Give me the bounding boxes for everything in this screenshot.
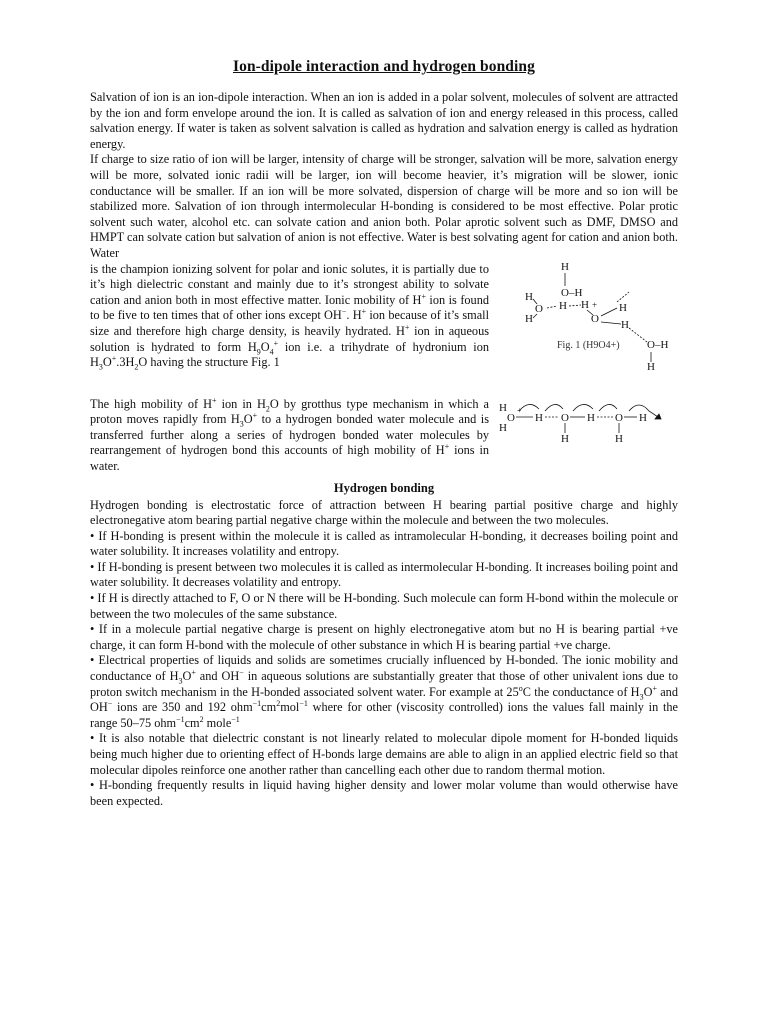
svg-text:O: O (591, 312, 599, 325)
figure-caption: Fig. 1 (H9O4+) (557, 339, 620, 351)
svg-text:H: H (499, 421, 507, 434)
figure-hydronium-trihydrate (489, 262, 678, 387)
svg-text:H: H (621, 318, 629, 331)
svg-text:H: H (587, 411, 595, 424)
paragraph-water-solvent: is the champion ionizing solvent for polar and ionic solutes, it is partially due to it’s high dielectric constant and mainly due to it’s strongest ability to solvate cation and anion both in most effective matter. Ionic mobility of H+ ion is found to be five to ten times that of other ions except OH−. H+ ion because of it’s small size and therefore high charge density, is heavily hydrated. H+ ion in aqueous solution is hydrated to form $H_9O_4^+$ ion i.e. a trihydrate of hydronium ion $H_3O^+.3H_2O$ having the structure Fig. 1 (90, 261, 490, 372)
svg-text:H: H (619, 301, 627, 314)
svg-text:H: H (535, 411, 543, 424)
page-title: Ion-dipole interaction and hydrogen bonding (232, 58, 536, 75)
svg-text:O: O (535, 302, 543, 315)
hydronium-section (90, 262, 678, 387)
paragraph-grotthus: The high mobility of H+ ion in $H_2O$ by grotthus type mechanism in which a proton moves rapidly from $H_3O^+$ to a hydrogen bonded water molecule and is transferred further along a series of hydrogen bonded water molecules by rearrangement of hydrogen bond this accounts of high mobility of H+ ions in water. (90, 395, 490, 473)
svg-text:H: H (525, 290, 533, 303)
svg-text:+: + (517, 405, 522, 415)
svg-text:H: H (525, 312, 533, 325)
svg-text:O: O (561, 411, 569, 424)
section-heading-hydrogen-bonding: Hydrogen bonding (333, 480, 435, 495)
svg-text:O–H: O–H (647, 338, 669, 351)
document-page (90, 58, 678, 809)
grotthus-section (90, 397, 678, 475)
svg-text:–H: –H (569, 286, 583, 299)
svg-text:H: H (559, 299, 567, 312)
svg-text:+: + (592, 299, 598, 310)
svg-text:H: H (561, 261, 569, 273)
proton-hopping-diagram (489, 397, 679, 457)
bullet-partial-charge: • If in a molecule partial negative charge is present on highly electronegative atom but no H is bearing partial +ve charge, it can form H-bond with the molecule of other substance in which H is bearing partial +ve charge. (90, 622, 678, 652)
bullet-dielectric-constant: • It is also notable that dielectric constant is not linearly related to molecular dipole moment for H-bonded liquids being much higher due to orienting effect of H-bonds large demains are able to align in an applied electric field so that molecular dipoles reinforce one another rather than cancelling each other due to random thermal motion. (90, 731, 678, 777)
svg-text:H: H (615, 432, 623, 445)
svg-text:H: H (499, 401, 507, 414)
bullet-intramolecular: • If H-bonding is present within the molecule it is called as intramolecular H-bonding, it decreases boiling point and water solubility. It increases volatility and entropy. (90, 528, 678, 559)
paragraph-hbond-definition: Hydrogen bonding is electrostatic force of attraction between H bearing partial positive charge and highly electronegative atom bearing partial negative charge within the molecule and between the two molecules. (90, 497, 678, 528)
svg-text:O: O (507, 411, 515, 424)
bullet-density: • H-bonding frequently results in liquid having higher density and lower molar volume than would otherwise have been expected. (90, 778, 678, 808)
svg-text:H: H (581, 298, 589, 311)
paragraph-solvation: Salvation of ion is an ion-dipole interaction. When an ion is added in a polar solvent, molecules of solvent are attracted by the ion and form envelope around the ion. It is called as salvation of ion and energy released in this process, called salvation energy. If water is taken as solvent salvation is called as hydration and salvation energy is called as hydration energy. (90, 90, 678, 151)
bullet-electrical-properties: • Electrical properties of liquids and solids are sometimes crucially influenced by H-bonded. The ionic mobility and conductance of $H_3O^+$ and OH− in aqueous solutions are substantially greater that those of other univalent ions due to proton switch mechanism in the H-bonded associated solvent water. For example at 25$^o$C the conductance of $H_3O^+$ and OH− ions are 350 and 192 $ohm^{-1}cm^2mol^{-1}$ where for other (viscosity controlled) ions the values fall mainly in the range 50–75 $ohm^{-1}cm^2$ mole$^{-1}$ (90, 653, 678, 730)
svg-text:H: H (561, 432, 569, 445)
svg-text:H: H (639, 411, 647, 424)
figure-grotthus-mechanism (489, 397, 679, 462)
hydronium-structure-diagram (489, 262, 669, 382)
svg-text:O: O (615, 411, 623, 424)
bullet-intermolecular: • If H-bonding is present between two molecules it is called as intermolecular H-bonding. It increases boiling point and water solubility. It decreases volatility and entropy. (90, 559, 678, 590)
bullet-fon-atoms: • If H is directly attached to F, O or N there will be H-bonding. Such molecule can form H-bond within the molecule or between the two molecules of the same substance. (90, 591, 678, 621)
paragraph-charge-size: If charge to size ratio of ion will be larger, intensity of charge will be stronger, salvation will be more, salvation energy will be more, solvated ionic radii will be larger, ion will become heavier, it’s migration will be slower, ionic conductance will be smaller. If an ion will be more solvated, dispersion of charge will be more and so ion will be stabilized more. Salvation of ion through intermolecular H-bonding is considered to be most effective. Polar protic solvent such water, alcohol etc. can solvate cation and anion both. Polar aprotic solvent such as DMF, DMSO and HMPT can solvate cation but salvation of anion is not effective. Water is best solvating agent for cation and anion both. Water (90, 152, 678, 260)
svg-text:H: H (647, 360, 655, 373)
svg-text:O: O (561, 286, 569, 299)
